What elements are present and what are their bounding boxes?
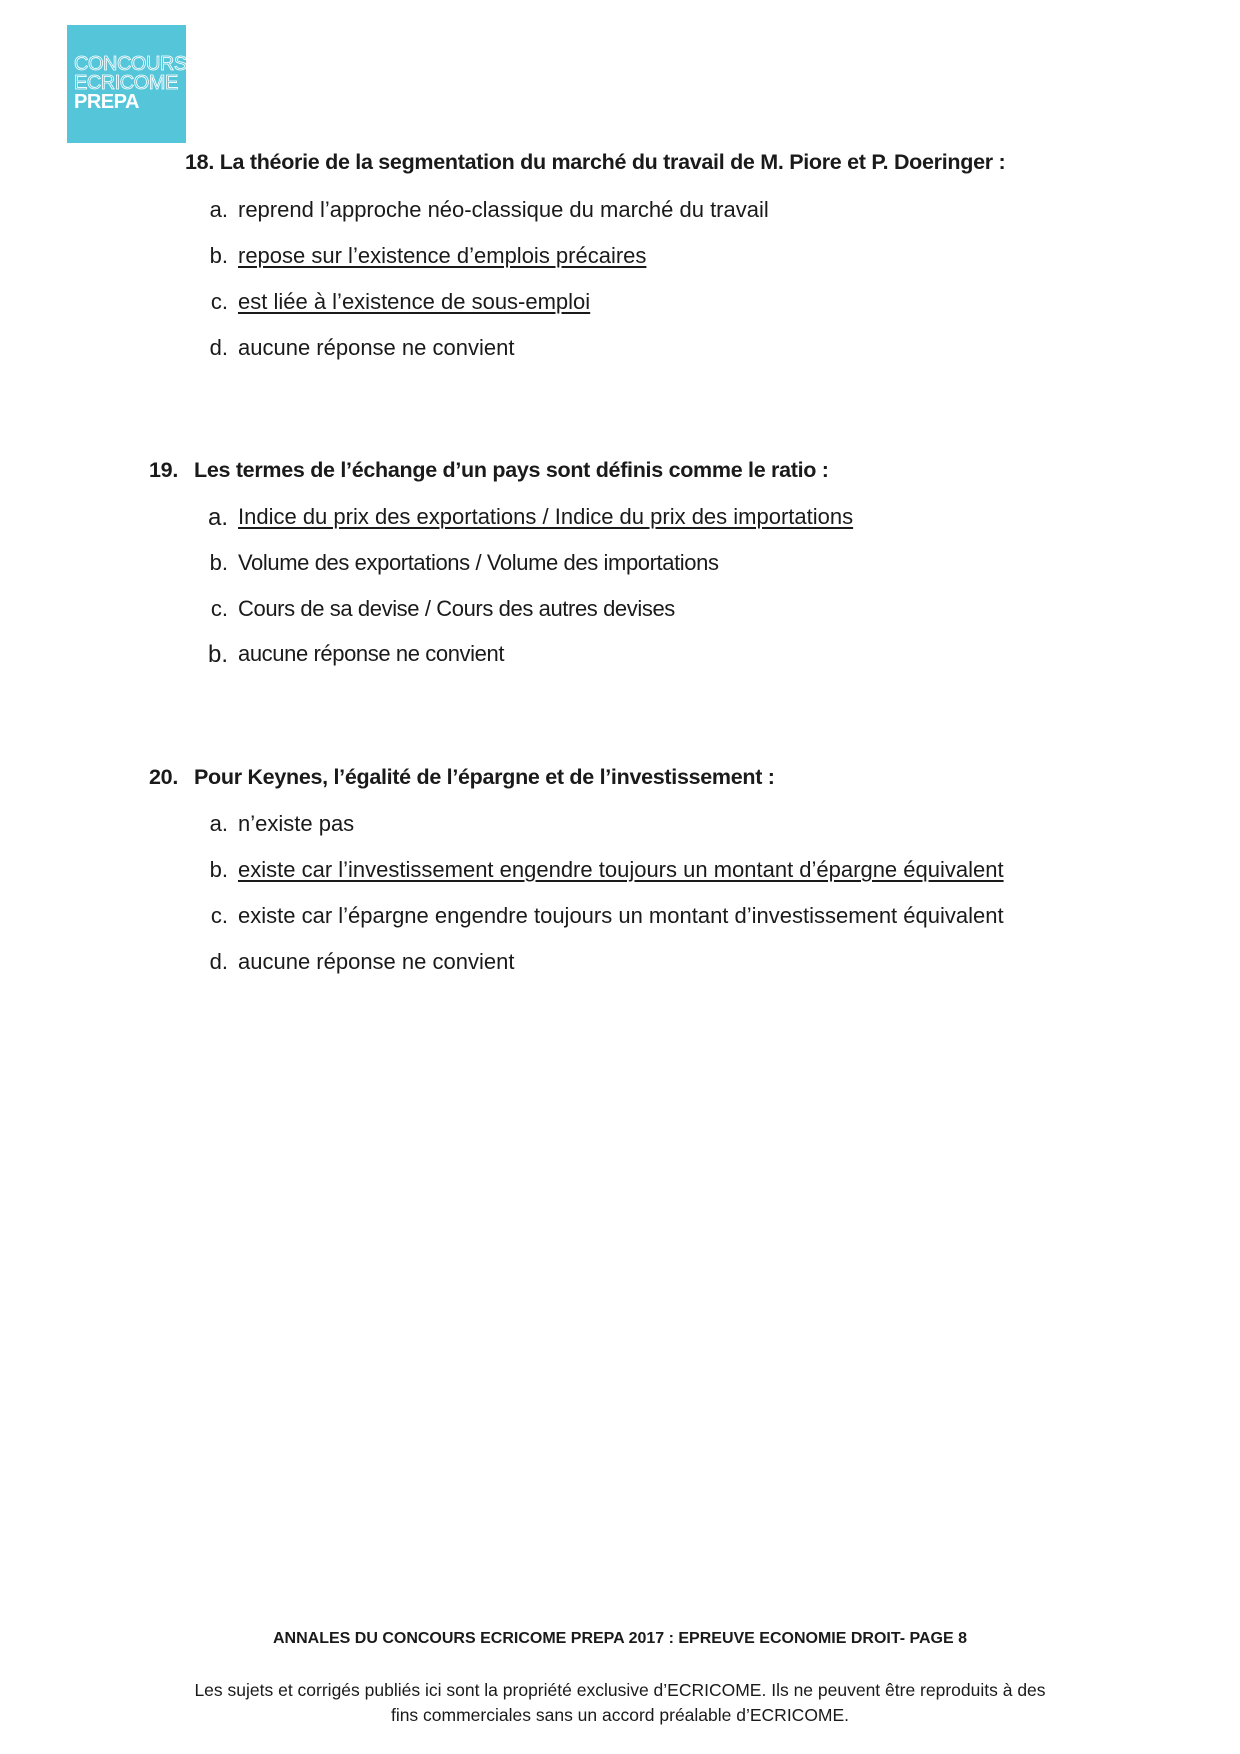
option-text: reprend l’approche néo-classique du marché du travail [238,197,769,222]
footer-note-line: fins commerciales sans un accord préalable d’ECRICOME. [390,1705,850,1725]
question-20-option-a [209,811,355,837]
option-text-answer: Indice du prix des exportations / Indice du prix des importations [238,504,854,529]
option-text: aucune réponse ne convient [238,335,515,360]
option-text-answer: existe car l’investissement engendre toujours un montant d’épargne équivalent [238,857,1004,882]
footer-page-title: ANNALES DU CONCOURS ECRICOME PREPA 2017 : EPREUVE ECONOMIE DROIT- PAGE 8 [272,1630,968,1647]
question-20-option-b [209,857,1004,883]
footer-note-line: Les sujets et corrigés publiés ici sont la propriété exclusive d’ECRICOME. Ils ne peuvent être reproduits à des [194,1680,1046,1700]
question-number: 19. [149,458,178,482]
option-text: Cours de sa devise / Cours des autres devises [238,596,675,621]
question-number: 20. [149,765,178,789]
option-letter: b. [207,641,228,668]
logo-line-prepa: PREPA [74,91,139,113]
option-text-answer: repose sur l’existence d’emplois précaires [238,243,647,268]
question-18-option-c [210,289,591,315]
question-18-option-a [209,197,769,223]
option-letter: c. [210,903,228,928]
question-20-option-c [210,903,1004,929]
question-text: La théorie de la segmentation du marché du travail de M. Piore et P. Doeringer : [219,150,1006,174]
question-19-option-a [207,504,854,531]
question-20-heading [149,765,775,790]
option-text: existe car l’épargne engendre toujours un montant d’investissement équivalent [238,903,1004,928]
option-text: Volume des exportations / Volume des importations [238,550,719,575]
question-19-option-c [210,596,675,622]
option-letter: b. [209,550,228,575]
option-letter: a. [207,504,228,531]
question-text: Les termes de l’échange d’un pays sont définis comme le ratio : [194,458,829,482]
question-19-option-d [207,641,505,668]
option-text-answer: est liée à l’existence de sous-emploi [238,289,591,314]
logo-line-concours: CONCOURS [74,53,187,75]
question-20-option-d [209,949,515,975]
option-letter: b. [209,857,228,882]
question-number: 18. [185,150,214,174]
option-letter: a. [209,811,228,836]
question-18-heading [185,150,1005,175]
option-letter: b. [209,243,228,268]
option-letter: a. [209,197,228,222]
ecricome-prepa-logo [67,25,186,143]
option-text: aucune réponse ne convient [238,949,515,974]
question-19-option-b [209,550,719,576]
option-letter: d. [209,335,228,360]
question-18-option-d [209,335,515,361]
footer-copyright-note [0,1678,1240,1728]
question-19-heading [149,458,829,483]
option-text: aucune réponse ne convient [238,641,505,666]
option-letter: c. [210,289,228,314]
option-letter: d. [209,949,228,974]
question-text: Pour Keynes, l’égalité de l’épargne et de l’investissement : [194,765,775,789]
logo-line-ecricome: ECRICOME [74,72,178,94]
option-text: n’existe pas [238,811,355,836]
question-18-option-b [209,243,647,269]
option-letter: c. [210,596,228,621]
